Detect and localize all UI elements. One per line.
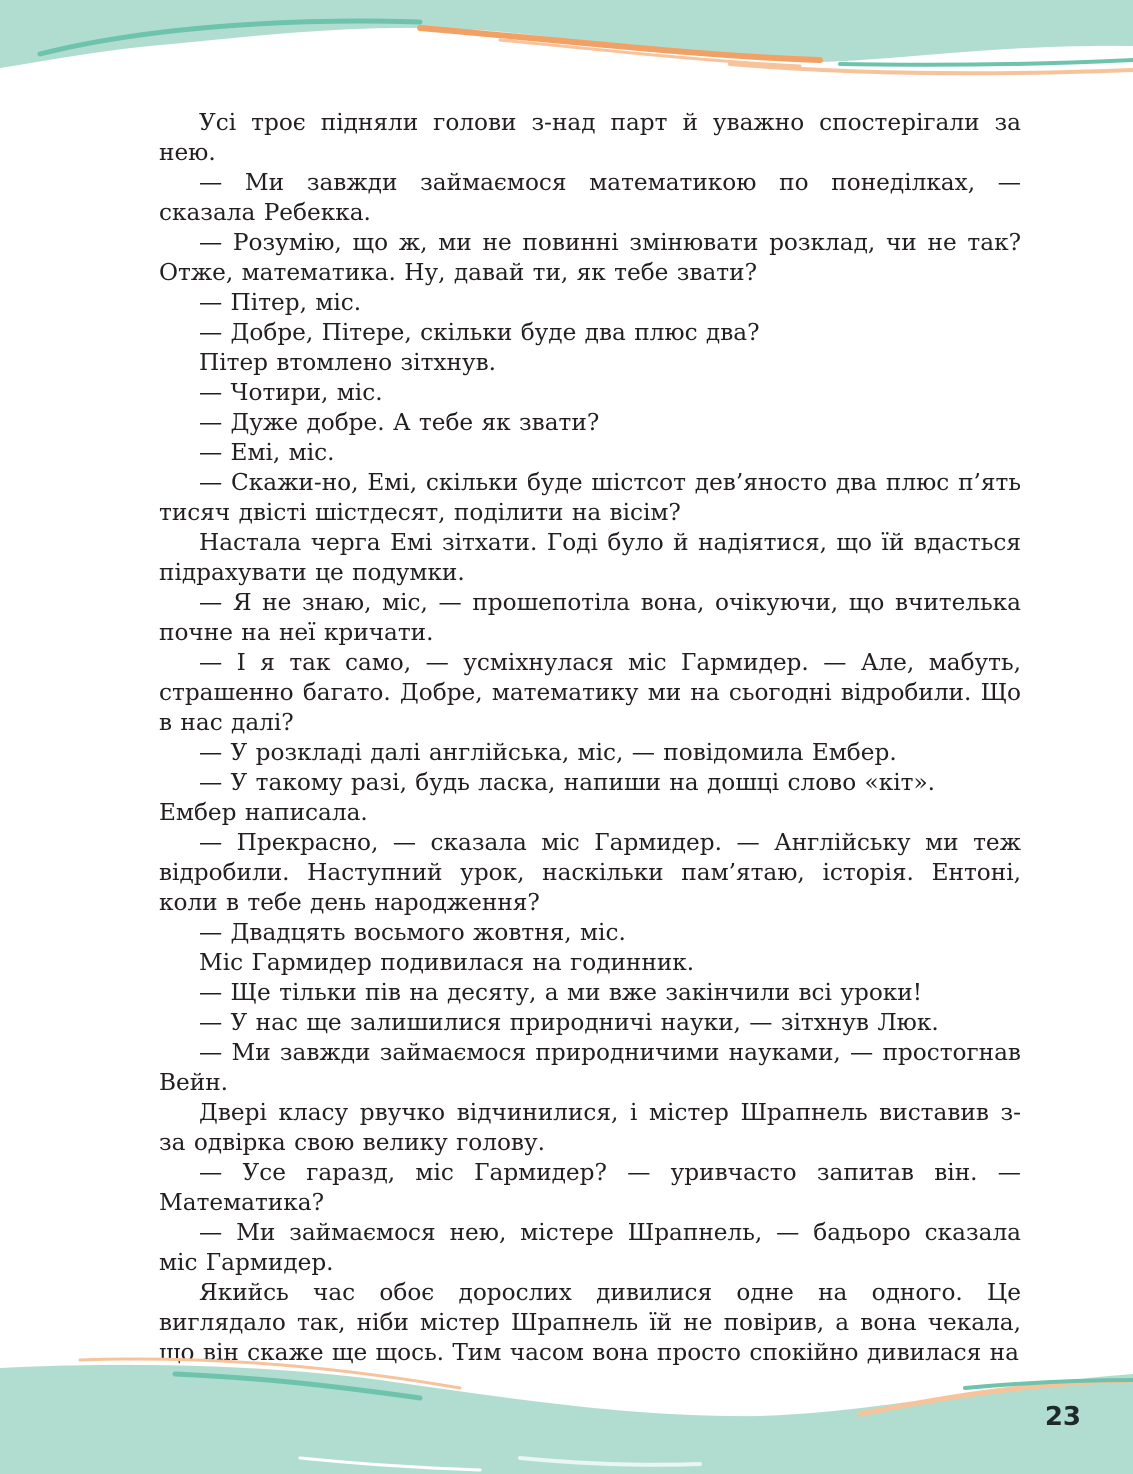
paragraph: — Розумію, що ж, ми не повинні змінювати розклад, чи не так? Отже, математика. Ну, давай ти, як тебе звати? [159,229,1021,286]
paragraph: — Усе гаразд, міс Гармидер? — уривчасто запитав він. — Математика? [159,1159,1021,1216]
paragraph: — Добре, Пітере, скільки буде два плюс два? [199,319,760,346]
paragraph: — Я не знаю, міс, — прошепотіла вона, очікуючи, що вчителька почне на неї кричати. [159,589,1021,646]
paragraph: — Ми завжди займаємося математикою по понеділках, — сказала Ребекка. [159,169,1021,226]
paragraph: — Двадцять восьмого жовтня, міс. [199,919,626,946]
story-text [159,108,1021,1368]
paragraph: — Ще тільки пів на десяту, а ми вже закінчили всі уроки! [199,979,923,1006]
paragraph: Пітер втомлено зітхнув. [199,349,497,376]
page-number: 23 [1044,1402,1081,1432]
paragraph: — У нас ще залишилися природничі науки, — зітхнув Люк. [199,1009,939,1036]
paragraph: Двері класу рвучко відчинилися, і містер Шрапнель виставив з-за одвірка свою велику голову. [159,1099,1021,1156]
paragraph: — Дуже добре. А тебе як звати? [199,409,600,436]
paragraph: — У розкладі далі англійська, міс, — повідомила Ембер. [199,739,897,766]
bottom-wave-decoration [0,1354,1133,1474]
top-wave-decoration [0,0,1133,90]
paragraph: — Ми завжди займаємося природничими науками, — простогнав Вейн. [159,1039,1021,1096]
paragraph: — Емі, міс. [199,439,335,466]
paragraph: — Пітер, міс. [199,289,362,316]
paragraph: — Ми займаємося нею, містере Шрапнель, — бадьоро сказала міс Гармидер. [159,1219,1021,1276]
paragraph: Якийсь час обоє дорослих дивилися одне на одного. Це виглядало так, ніби містер Шрапнель їй не повірив, а вона чекала, що він скаже ще щось. Тим часом вона просто спокійно дивилася на [159,1279,1021,1366]
paragraph: Ембер написала. [159,799,368,826]
paragraph: Усі троє підняли голови з-над парт й уважно спостерігали за нею. [159,109,1021,166]
paragraph: Настала черга Емі зітхати. Годі було й надіятися, що їй вдасться підрахувати це подумки. [159,529,1021,586]
paragraph: — Прекрасно, — сказала міс Гармидер. — Англійську ми теж відробили. Наступний урок, наскільки пам’ятаю, історія. Ентоні, коли в тебе день народження? [159,829,1021,916]
paragraph: — Скажи-но, Емі, скільки буде шістсот дев’яносто два плюс п’ять тисяч двісті шістдесят, поділити на вісім? [159,469,1021,526]
paragraph: Міс Гармидер подивилася на годинник. [199,949,695,976]
paragraph: — І я так само, — усміхнулася міс Гармидер. — Але, мабуть, страшенно багато. Добре, математику ми на сьогодні відробили. Що в нас далі? [159,649,1021,736]
paragraph: — У такому разі, будь ласка, напиши на дошці слово «кіт». [199,769,936,796]
paragraph: — Чотири, міс. [199,379,383,406]
